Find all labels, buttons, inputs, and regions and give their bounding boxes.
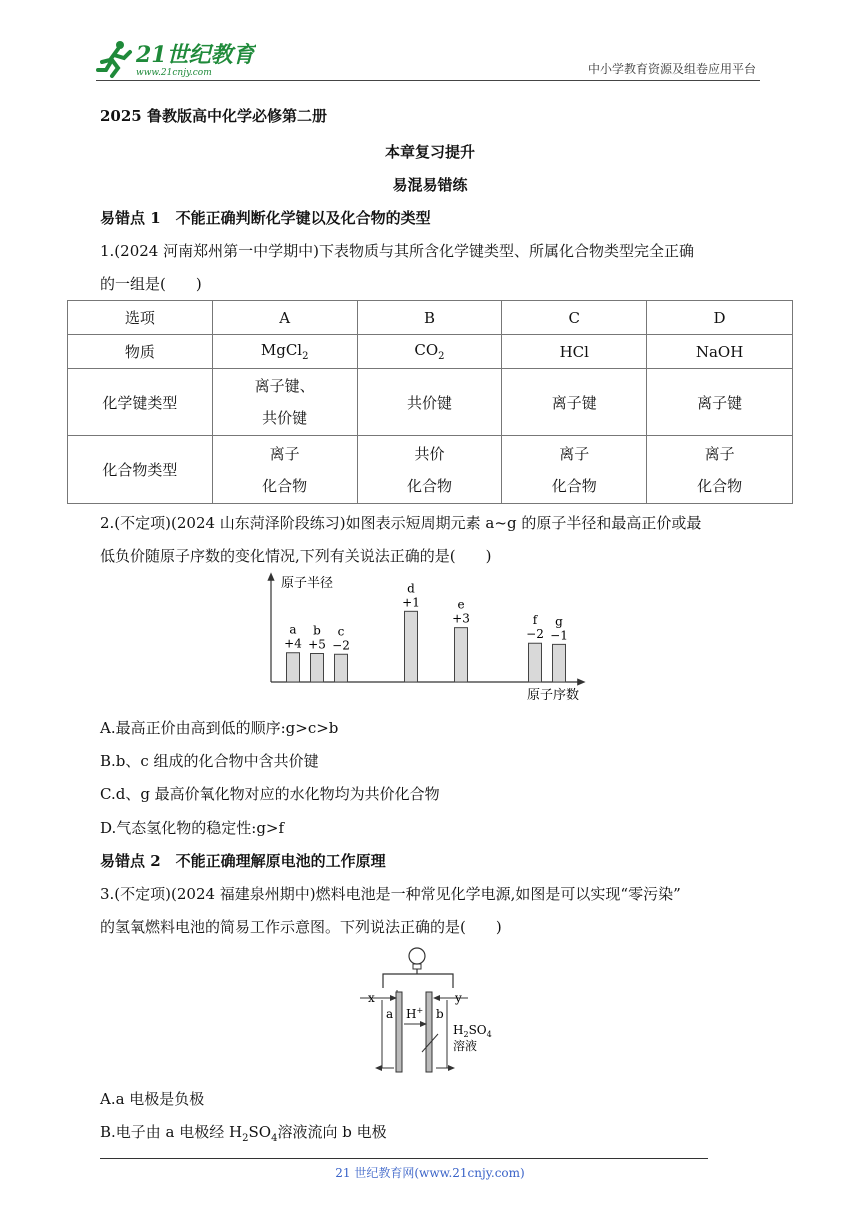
table-cell: 离子键 <box>647 369 793 436</box>
cell-line: 共价键 <box>262 409 308 427</box>
external-wire <box>383 969 453 988</box>
formula-subscript: 2 <box>302 351 309 362</box>
y-axis-label: 原子半径 <box>281 576 334 591</box>
y-label: y <box>455 991 462 1005</box>
radius-chart <box>262 572 592 706</box>
acid-formula: $H_2SO_4$ <box>453 1023 492 1039</box>
q2-option-a: A.最高正价由高到低的顺序:g>c>b <box>100 719 339 737</box>
table-cell: C <box>502 301 647 335</box>
q2-option-b: B.b、c 组成的化合物中含共价键 <box>100 752 319 770</box>
runner-icon <box>98 41 130 76</box>
bar-e <box>455 628 468 682</box>
table-row <box>68 335 793 369</box>
table-cell: 化学键类型 <box>68 369 213 436</box>
q2-stem-line1: 2.(不定项)(2024 山东菏泽阶段练习)如图表示短周期元素 a~g 的原子半径和最高正价或最 <box>100 514 702 532</box>
error-point-1: 易错点 1 不能正确判断化学键以及化合物的类型 <box>100 209 431 227</box>
q3-stem-line2: 的氢氧燃料电池的简易工作示意图。下列说法正确的是( ) <box>100 918 502 936</box>
electrode-b <box>426 992 432 1072</box>
cell-line: 离子 <box>269 444 300 463</box>
x-axis-label: 原子序数 <box>527 688 580 703</box>
formula-subscript: 2 <box>438 351 445 362</box>
bar-c <box>335 654 348 682</box>
bulb-icon <box>409 948 425 969</box>
q3-option-b <box>100 1122 387 1149</box>
table-row <box>68 436 793 504</box>
error-point-2: 易错点 2 不能正确理解原电池的工作原理 <box>100 852 386 870</box>
book-title: 2025 鲁教版高中化学必修第二册 <box>100 107 327 125</box>
chapter-title: 本章复习提升 <box>384 143 475 161</box>
q1-stem-line2: 的一组是( ) <box>100 275 202 293</box>
table-cell <box>357 335 502 369</box>
table-row <box>68 369 793 436</box>
bar-g <box>553 644 566 682</box>
electrode-a <box>396 992 402 1072</box>
logo-text: 21世纪教育 <box>136 42 255 68</box>
footer-divider <box>100 1158 708 1159</box>
table-cell: A <box>212 301 357 335</box>
valence-label: −2 <box>332 638 350 653</box>
table-cell <box>212 436 357 504</box>
cell-line: 化合物 <box>262 476 308 495</box>
formula-subscript: 2 <box>242 1133 249 1144</box>
element-label: f <box>532 613 538 628</box>
table-cell: 化合物类型 <box>68 436 213 504</box>
element-label: g <box>555 614 563 629</box>
bar-f <box>529 643 542 682</box>
q1-stem-line1: 1.(2024 河南郑州第一中学期中)下表物质与其所含化学键类型、所属化合物类型完全正确 <box>100 242 694 260</box>
cell-line: 化合物 <box>406 476 452 495</box>
cell-line: 共价 <box>414 444 445 463</box>
text-run: B.电子由 a 电极经 H <box>100 1123 243 1141</box>
q3-option-a: A.a 电极是负极 <box>100 1090 205 1108</box>
element-label: d <box>407 581 415 596</box>
formula-text: MgCl <box>260 341 303 359</box>
q3-stem-line1: 3.(不定项)(2024 福建泉州期中)燃料电池是一种常见化学电源,如图是可以实现“零污染” <box>100 885 681 903</box>
valence-label: +5 <box>308 637 326 652</box>
element-label: c <box>337 624 345 639</box>
valence-label: −2 <box>526 627 544 642</box>
acid-solution-label: 溶液 <box>453 1039 478 1053</box>
table-cell <box>502 436 647 504</box>
cell-line: 离子 <box>704 444 735 463</box>
cell-line: 离子键、 <box>254 377 315 395</box>
table-cell: NaOH <box>647 335 793 369</box>
q2-stem-line2: 低负价随原子序数的变化情况,下列有关说法正确的是( ) <box>100 547 492 565</box>
element-label: a <box>289 622 297 637</box>
site-logo <box>96 36 256 80</box>
table-cell <box>212 369 357 436</box>
formula-text: CO <box>414 341 439 359</box>
platform-name: 中小学教育资源及组卷应用平台 <box>587 62 756 76</box>
table-cell <box>357 436 502 504</box>
valence-label: +1 <box>402 595 420 610</box>
valence-label: +3 <box>452 611 470 626</box>
section-title: 易混易错练 <box>392 176 468 194</box>
table-cell <box>212 335 357 369</box>
element-label: e <box>457 597 465 612</box>
bar-b <box>311 654 324 683</box>
cell-line: 化合物 <box>551 476 597 495</box>
table-cell: 共价键 <box>357 369 502 436</box>
cell-line: 离子 <box>559 444 590 463</box>
bar-d <box>405 611 418 682</box>
table-cell <box>647 436 793 504</box>
table-cell: HCl <box>502 335 647 369</box>
table-cell: 离子键 <box>502 369 647 436</box>
element-label: b <box>313 623 321 638</box>
table-cell: D <box>647 301 793 335</box>
q1-options-table <box>67 300 793 504</box>
logo-url: www.21cnjy.com <box>136 68 212 78</box>
electrode-a-label: a <box>386 1007 394 1021</box>
valence-label: +4 <box>284 636 302 651</box>
q2-option-d: D.气态氢化物的稳定性:g>f <box>100 819 285 837</box>
ion-label: H+ <box>406 1006 424 1021</box>
q2-option-c: C.d、g 最高价氧化物对应的水化物均为共价化合物 <box>100 785 440 803</box>
text-run: SO <box>248 1123 272 1141</box>
table-cell: 物质 <box>68 335 213 369</box>
fuel-cell-diagram <box>360 942 510 1082</box>
electrode-b-label: b <box>436 1007 444 1021</box>
x-label: x <box>368 991 375 1005</box>
table-cell: 选项 <box>68 301 213 335</box>
header-divider <box>96 80 760 81</box>
footer-text: 21 世纪教育网(www.21cnjy.com) <box>335 1166 525 1180</box>
table-row <box>68 301 793 335</box>
text-run: 溶液流向 b 电极 <box>277 1123 387 1141</box>
bar-a <box>287 653 300 682</box>
formula-subscript: 4 <box>271 1133 278 1144</box>
table-cell: B <box>357 301 502 335</box>
cell-line: 化合物 <box>697 476 743 495</box>
valence-label: −1 <box>550 628 568 643</box>
